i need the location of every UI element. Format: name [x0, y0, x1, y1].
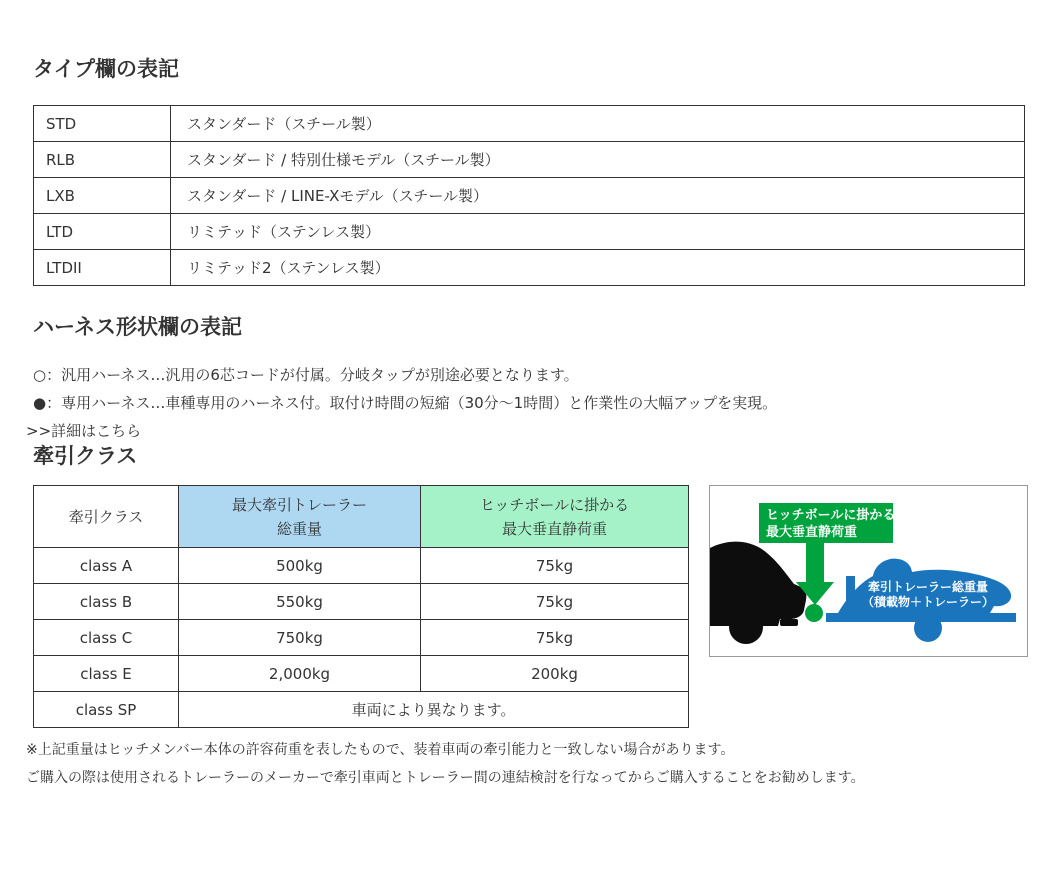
col-header-total-line2: 総重量 — [276, 519, 322, 538]
type-code: STD — [34, 106, 171, 142]
type-desc: スタンダード / 特別仕様モデル（スチール製） — [171, 142, 1025, 178]
table-row — [34, 584, 689, 620]
table-row — [34, 250, 1025, 286]
arrow-shaft — [806, 543, 824, 584]
type-table — [33, 105, 1025, 286]
type-code: LTDII — [34, 250, 171, 286]
vertical-load: 75kg — [421, 548, 689, 584]
table-row — [34, 142, 1025, 178]
col-header-total-weight — [179, 486, 421, 548]
blue-label-line2: （積載物＋トレーラー） — [861, 595, 995, 609]
harness-generic-line: ○：汎用ハーネス…汎用の6芯コードが付属。分岐タップが別途必要となります。 — [33, 366, 579, 384]
table-header-row — [34, 486, 689, 548]
table-row — [34, 214, 1025, 250]
towing-section-heading: 牽引クラス — [33, 444, 138, 468]
col-header-vert-line2: 最大垂直静荷重 — [501, 519, 607, 538]
vertical-load: 200kg — [421, 656, 689, 692]
blue-label-line1: 牽引トレーラー総重量 — [867, 580, 989, 594]
col-header-vertical-load — [421, 486, 689, 548]
class-name: class SP — [34, 692, 179, 728]
harness-section-heading: ハーネス形状欄の表記 — [33, 315, 242, 339]
harness-dedicated-line: ●：専用ハーネス…車種専用のハーネス付。取付け時間の短縮（30分～1時間）と作業性の大幅アップを実現。 — [33, 394, 778, 412]
footnote-weight-notice: ※上記重量はヒッチメンバー本体の許容荷重を表したもので、装着車両の牽引能力と一致しない場合があります。 — [26, 742, 735, 758]
type-section-heading: タイプ欄の表記 — [33, 57, 179, 81]
total-weight: 2,000kg — [179, 656, 421, 692]
class-name: class C — [34, 620, 179, 656]
table-row — [34, 620, 689, 656]
type-desc: スタンダード（スチール製） — [171, 106, 1025, 142]
car-silhouette — [710, 542, 806, 644]
table-row — [34, 692, 689, 728]
table-row — [34, 178, 1025, 214]
green-label-line2: 最大垂直静荷重 — [766, 525, 858, 540]
towing-content-row — [33, 485, 1025, 728]
col-header-total-line1: 最大牽引トレーラー — [231, 495, 367, 514]
type-desc: リミテッド2（ステンレス製） — [171, 250, 1025, 286]
total-weight: 750kg — [179, 620, 421, 656]
footnote-purchase-advice: ご購入の際は使用されるトレーラーのメーカーで牽引車両とトレーラー間の連結検討を行なってからご購入することをお勧めします。 — [26, 770, 865, 786]
towing-illustration — [709, 485, 1028, 657]
type-desc: スタンダード / LINE-Xモデル（スチール製） — [171, 178, 1025, 214]
table-row — [34, 106, 1025, 142]
total-weight: 500kg — [179, 548, 421, 584]
sp-note: 車両により異なります。 — [179, 692, 689, 728]
vertical-load: 75kg — [421, 620, 689, 656]
trailer-wheel — [914, 614, 942, 642]
table-row — [34, 656, 689, 692]
col-header-class: 牽引クラス — [34, 486, 179, 548]
footnotes — [26, 736, 1025, 792]
towing-class-table — [33, 485, 689, 728]
towing-illustration-svg — [710, 486, 1027, 656]
vertical-load: 75kg — [421, 584, 689, 620]
class-name: class A — [34, 548, 179, 584]
col-header-vert-line1: ヒッチボールに掛かる — [479, 495, 630, 514]
class-name: class E — [34, 656, 179, 692]
type-desc: リミテッド（ステンレス製） — [171, 214, 1025, 250]
type-code: RLB — [34, 142, 171, 178]
total-weight: 550kg — [179, 584, 421, 620]
type-code: LXB — [34, 178, 171, 214]
hitch-ball — [805, 604, 823, 622]
green-label-line1: ヒッチボールに掛かる — [766, 508, 896, 523]
class-name: class B — [34, 584, 179, 620]
type-code: LTD — [34, 214, 171, 250]
table-row — [34, 548, 689, 584]
detail-link[interactable]: >>詳細はこちら — [26, 422, 142, 440]
